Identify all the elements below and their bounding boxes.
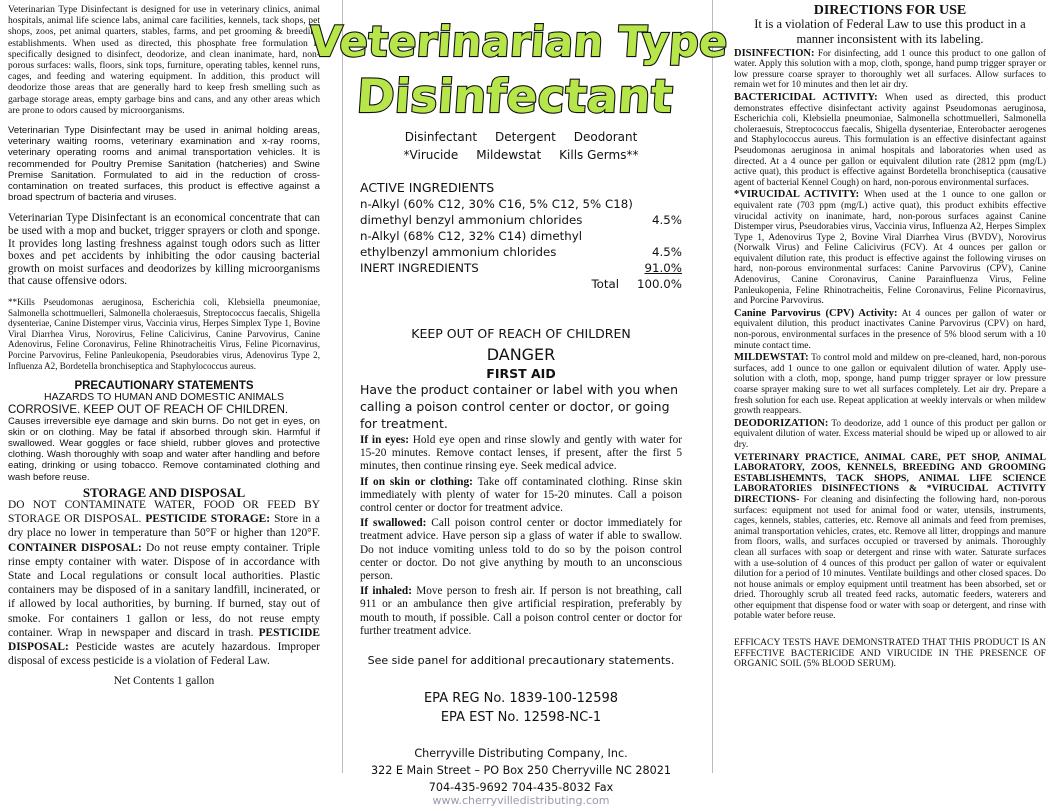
ingredient-2-row (360, 244, 682, 260)
danger-signal-word: DANGER (486, 345, 556, 364)
hazards-text: Causes irreversible eye damage and skin burns. Do not get in eyes, on skin or on clothing. May be fatal if absorbed through skin. Harmful if swallowed. Wear goggles or face shield, rubber gloves and protective clothing. Wash thoroughly with soap and water after handling and before eating, drinking or using tobacco. Remove contaminated clothing and wash before reuse. (8, 415, 320, 483)
disinfection-label: DISINFECTION: (734, 47, 815, 59)
use-deodorant: Deodorant (573, 130, 638, 144)
cpv-label: Canine Parvovirus (CPV) Activity: (734, 307, 898, 319)
ingredient-1-row (360, 212, 682, 228)
center-panel (307, 0, 730, 807)
directions-subtitle: It is a violation of Federal Law to use this product in a manner inconsistent with its labeling. (754, 16, 1026, 46)
bactericidal-section (734, 93, 1046, 188)
epa-est-number: EPA EST No. 12598-NC-1 (440, 710, 602, 726)
first-aid-inhaled (360, 585, 682, 638)
virucidal-text: When used at the 1 ounce to one gallon or equivalent rate (703 ppm (mg/L) active quat), this product exhibits effective virucidal activity on inanimate, hard, non-porous surfaces against Canine Distemper virus, Pseudorabies virus, Vaccinia virus, Influenza A2, Herpes Simplex Type 1, Adenovirus Type 2, Bovine Viral Diarrhea Virus (BVDV), Norovirus (Norwalk Virus) and Feline Calicivirus (FCV). At 4 ounces per gallon or equivalent dilution rate, this product is effective against the following viruses on hard, non-porous environmental surfaces: Canine Parvovirus (CPV), Canine Adenovirus, Canine Coronavirus, Canine Parainfluenza Virus, Feline Panleukopenia, Feline Rhinotracheitis, Feline Coronavirus, Feline Picornavirus, and Porcine Parvovirus. (734, 190, 1046, 307)
ingredient-2-line-2: ethylbenzyl ammonium chlorides (360, 245, 557, 259)
first-aid-title: FIRST AID (486, 366, 556, 381)
use-kills-germs: Kills Germs** (559, 148, 639, 162)
company-phone: 704-435-9692 704-435-8032 Fax (428, 781, 614, 795)
mildewstat-section (734, 353, 1046, 417)
ingredient-2-value: 4.5% (652, 245, 682, 259)
active-ingredients-title: ACTIVE INGREDIENTS (360, 180, 495, 195)
logo-line-2: Disinfectant (354, 69, 675, 123)
pesticide-disposal-label: PESTICIDE DISPOSAL: (8, 626, 320, 654)
cpv-section (734, 309, 1046, 351)
usage-areas-paragraph: Veterinarian Type Disinfectant may be used in animal holding areas, veterinary waiting rooms, veterinary examination and x-ray rooms, veterinary operating rooms and animal transportation vehicles. It is recommended for Poultry Premise Sanitation (hatcheries) and Swine Premise Sanitation. Formulated to aid in the reduction of cross-contamination on treated surfaces, this product is effective against a broad spectrum of bacteria and viruses. (8, 125, 320, 204)
net-contents: Net Contents 1 gallon (113, 675, 215, 688)
total-value: 100.0% (637, 277, 682, 291)
directions-title: DIRECTIONS FOR USE (813, 3, 967, 18)
ingredient-1-line-1: n-Alkyl (60% C12, 30% C16, 5% C12, 5% C18) (360, 197, 633, 211)
ingredient-2-line-1: n-Alkyl (68% C12, 32% C14) dimethyl (360, 229, 583, 243)
storage-title: STORAGE AND DISPOSAL (82, 484, 246, 500)
swallowed-label: If swallowed: (360, 517, 427, 530)
use-virucide: *Virucide (403, 148, 459, 162)
disinfection-text: For disinfecting, add 1 ounce this product to one gallon of water. Apply this solution with a mop, cloth, sponge, hand pump trigger sprayer or low pressure coarse sprayer to thoroughly wet all surfaces. Allow surfaces to remain wet for 10 minutes and then let air dry. (734, 48, 1047, 91)
right-panel (730, 0, 1050, 773)
virucidal-label: *VIRUCIDAL ACTIVITY: (734, 189, 860, 201)
column-divider-right (712, 0, 713, 773)
swallowed-text: Call poison control center or doctor immediately for treatment advice. Have person sip a glass of water if able to swallow. Do not induce vomiting unless told to do so by the poison control center or doctor. Do not give anything by mouth to an unconscious person. (360, 517, 682, 583)
kills-list-paragraph: **Kills Pseudomonas aeruginosa, Escherichia coli, Klebsiella pneumoniae, Salmonella schottmuelleri, Salmonella choleraesuis, Streptococcus faecalis, Shigella dysenteriae, Canine Distemper virus, Vaccinia virus, Herpes Simplex Type 1, Bovine Viral Diarrhea Virus, Norovirus, Feline Calicivirus, Canine Parvovirus, Canine Adenovirus, Feline Coronavirus, Feline Rhinotracheitis Virus, Feline Picornavirus, Porcine Parvovirus, Feline Panleukopenia, Pseudorabies virus, Adenovirus Type 2, Influenza A2, Bordetella bronchiseptica and Staphylococcus aureus. (8, 297, 320, 371)
first-aid-eyes (360, 434, 682, 474)
vet-practice-label: VETERINARY PRACTICE, ANIMAL CARE, PET SHOP, ANIMAL LABORATORY, ZOOS, KENNELS, BREEDING AND GROOMING ESTABLISHEMNTS, TACK SHOPS, ANIMAL LIFE SCIENCE LABORATORIES DISINFECTIONS & *VIRUCIDAL ACTIVITY DIRECTIONS- (734, 451, 1046, 505)
ingredient-1-value: 4.5% (652, 213, 682, 227)
container-disposal-label: CONTAINER DISPOSAL: (8, 541, 142, 554)
storage-lead: DO NOT CONTAMINATE WATER, FOOD OR FEED BY STORAGE OR DISPOSAL. (8, 499, 320, 526)
pesticide-storage-label: PESTICIDE STORAGE: (145, 513, 271, 526)
hazards-title: HAZARDS TO HUMAN AND DOMESTIC ANIMALS (44, 391, 284, 404)
ingredient-1-line-2: dimethyl benzyl ammonium chlorides (360, 213, 583, 227)
active-ingredients (360, 180, 682, 292)
deodorization-label: DEODORIZATION: (734, 417, 829, 429)
vet-practice-text: For cleaning and disinfecting the following hard, non-porous surfaces: equipment not used for animal food or water, utensils, instruments, cages, kennels, stables, catteries, etc. Remove all animals and feed from premises, animal transportation vehicles, crates, etc. Remove all litter, droppings and manure from floors, walls, and surfaces occupied or traversed by animals. Thoroughly clean all surfaces with soap or detergent and rinse with water. Saturate surfaces with a use-solution of 4 ounces of this product per gallon of water or equivalent dilution for a period of 10 minutes. Ventilate buildings and other closed spaces. Do not house animals or employ equipment until treatment has been absorbed, set or dried. Thoroughly scrub all treated feed racks, automatic feeders, waterers and other equipment that dispense food or water with soap or detergent, and rinse with potable water before reuse. (734, 494, 1046, 622)
inhaled-label: If inhaled: (360, 585, 412, 598)
container-disposal-text: Do not reuse empty container. Triple rinse empty container with water. Dispose of in accordance with State and Local regulations or consult local authorities. Plastic containers may be disposed of in a sanitary landfill, incinerated, or if allowed by local authorities, by burning. If burned, stay out of smoke. For containers 1 gallon or less, do not reuse empty container. Wrap in newspaper and discard in trash. (8, 541, 320, 639)
company-name: Cherryville Distributing Company, Inc. (414, 747, 628, 761)
company-address: 322 E Main Street – PO Box 250 Cherryville NC 28021 (371, 764, 671, 778)
inert-label: INERT INGREDIENTS (360, 261, 479, 275)
use-disinfectant: Disinfectant (404, 130, 478, 144)
eyes-text: Hold eye open and rinse slowly and gently with water for 15-20 minutes. Remove contact lenses, if present, after the first 5 minutes, then continue rinsing eye. Seek medical advice. (360, 434, 682, 473)
left-panel (0, 0, 328, 773)
product-uses-row-2 (360, 148, 682, 162)
skin-label: If on skin or clothing: (360, 475, 473, 488)
storage-paragraph (8, 498, 320, 668)
disinfection-section (734, 49, 1046, 91)
efficacy-statement: EFFICACY TESTS HAVE DEMONSTRATED THAT THIS PRODUCT IS AN EFFECTIVE BACTERICIDE AND VIRUCIDE IN THE PRESENCE OF ORGANIC SOIL (5% BLOOD SERUM). (734, 637, 1046, 670)
logo-line-1: Veterinarian Type (307, 17, 730, 66)
corrosive-warning: CORROSIVE. KEEP OUT OF REACH OF CHILDREN. (8, 403, 289, 416)
total-row (360, 276, 682, 292)
inhaled-text: Move person to fresh air. If person is not breathing, call 911 or an ambulance then give artificial respiration, preferably by mouth to mouth, if possible. Call a poison control center or doctor for further treatment advice. (360, 585, 682, 637)
skin-text: Take off contaminated clothing. Rinse skin immediately with plenty of water for 15-20 minutes. Call a poison control center or doctor for treatment advice. (360, 475, 683, 515)
inert-row (360, 260, 682, 276)
product-logo-svg (307, 6, 730, 124)
use-mildewstat: Mildewstat (476, 148, 542, 162)
total-label: Total (591, 277, 620, 291)
epa-numbers (360, 689, 682, 727)
pesticide-disposal-text: Pesticide wastes are acutely hazardous. Improper disposal of excess pesticide is a violation of Federal Law. (8, 641, 320, 668)
deodorization-text: To deodorize, add 1 ounce of this product per gallon or equivalent dilution of water. Excess material should be wiped up or allowed to air dry. (734, 418, 1046, 450)
pesticide-storage-text: Store in a dry place no lower in temperature than 50°F or higher than 120°F. (8, 513, 320, 540)
first-aid-intro: Have the product container or label with you when calling a poison control center or doctor, or going for treatment. (360, 382, 679, 431)
see-side-panel-note: See side panel for additional precautionary statements. (367, 654, 675, 668)
epa-reg-number: EPA REG No. 1839-100-12598 (423, 691, 619, 707)
use-detergent: Detergent (495, 130, 556, 144)
bactericidal-text: When used as directed, this product demonstrates effective disinfectant activity against Pseudomonas aeruginosa, Escherichia coli, Klebsiella pneumoniae, Salmonella schottmuelleri, Salmonella choleraesuis, Streptococcus faecalis, Shigella dysenteriae, Enterobacter aerogenes and Staphylococcus aureus. This formulation is an effective disinfectant against Pseudomonas aeruginosa in animal hospitals and laboratories when used as directed. At a 4 ounce per gallon or equivalent dilution rate (2812 ppm (mg/L) active quat), this product is effective against Bordetella bronchiseptica (causative agent of bacterial Kennel Cough) on hard, non-porous environmental surfaces. (734, 92, 1046, 188)
concentrate-paragraph: Veterinarian Type Disinfectant is an economical concentrate that can be used with a mop and bucket, trigger sprayers or cloth and sponge. It provides long lasting freshness against tough odors such as litter boxes and pet accidents by inhibiting the odor causing bacterial growth on moist surfaces and deodorizes by killing microorganisms that cause offensive odors. (8, 212, 320, 288)
vet-practice-section (734, 453, 1046, 623)
product-uses-row-1 (360, 130, 682, 144)
column-divider-left (342, 0, 343, 773)
intro-paragraph: Veterinarian Type Disinfectant is designed for use in veterinary clinics, animal hospitals, animal life science labs, animal care facilities, kennels, tack shops, pet shops, zoos, pet animal quarters, stables, farms, and pet grooming & breeding establishments. When used as directed, this phosphate free formulation is specifically designed to disinfect, deodorize, and clean inanimate, hard, non-porous surfaces: walls, floors, sink tops, furniture, operating tables, kennel runs, cages, and feeding and watering equipment. In addition, this product will deodorize those areas that are generally hard to keep fresh smelling such as garbage storage areas, empty garbage bins and cans, and any other areas which are prone to odors caused by microorganisms. (8, 4, 320, 116)
mildewstat-text: To control mold and mildew on pre-cleaned, hard, non-porous surfaces, add 1 ounce to one gallon or equivalent dilution of water. Apply use-solution with a cloth, mop, sponge, hand pump trigger sprayer or low pressure coarse sprayer making sure to wet all surfaces completely. Let air dry. Prepare a fresh solution for each use. Repeat application at weekly intervals or when mildew growth reappears. (734, 353, 1046, 417)
cpv-text: At 4 ounces per gallon of water or equivalent dilution, this product inactivates Canine Parvovirus (CPV) on hard, non-porous, environmental surfaces in the presence of 5% blood serum with a 10 minute contact time. (734, 308, 1047, 351)
company-info (360, 745, 682, 796)
mildewstat-label: MILDEWSTAT: (734, 352, 809, 364)
keep-out-warning: KEEP OUT OF REACH OF CHILDREN (411, 326, 631, 341)
first-aid-swallowed (360, 517, 682, 583)
inert-value: 91.0% (644, 261, 682, 275)
virucidal-section (734, 190, 1046, 307)
first-aid-skin (360, 476, 682, 516)
deodorization-section (734, 419, 1046, 451)
bactericidal-label: BACTERICIDAL ACTIVITY: (734, 91, 878, 103)
precautionary-title: PRECAUTIONARY STATEMENTS (74, 380, 254, 393)
product-logo (307, 6, 730, 124)
eyes-label: If in eyes: (360, 434, 409, 446)
website-link[interactable]: www.cherryvilledistributing.com (432, 794, 610, 807)
